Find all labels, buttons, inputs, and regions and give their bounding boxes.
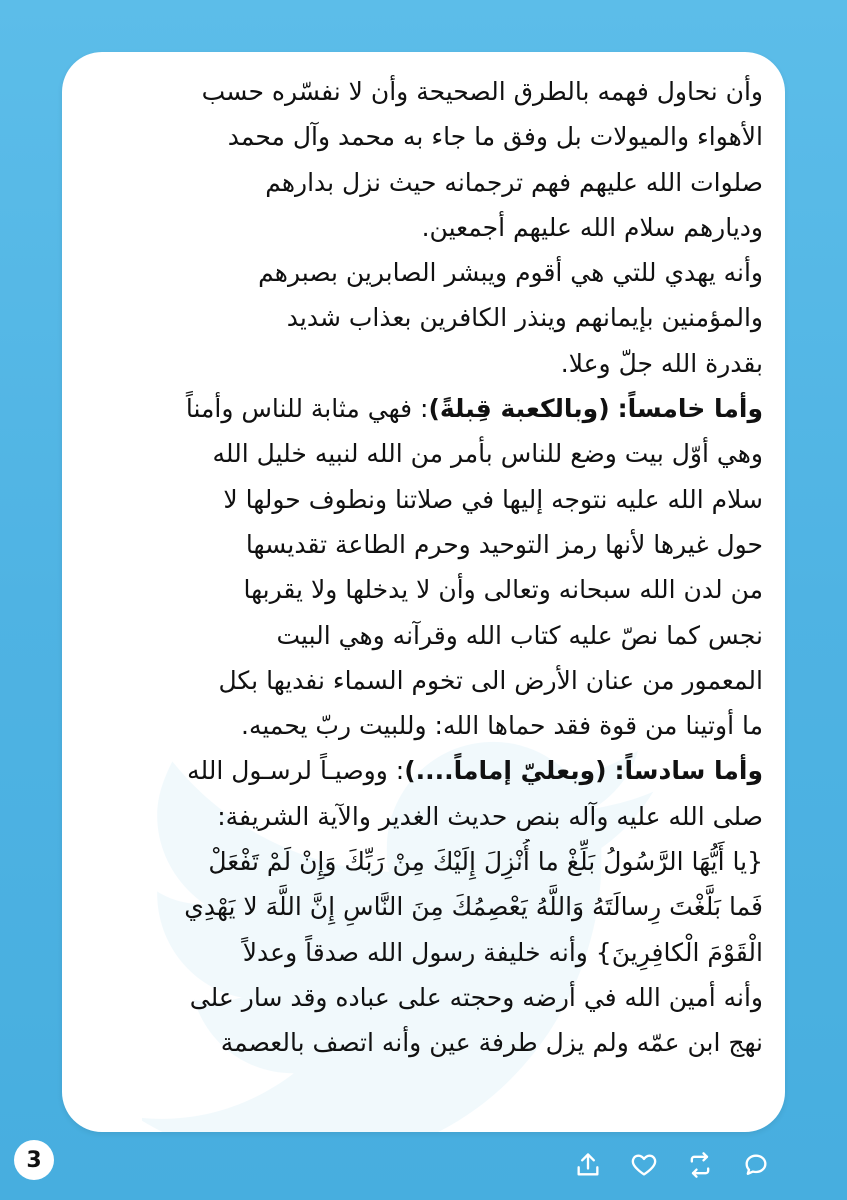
text-line: وديارهم سلام الله عليهم أجمعين. [421,212,763,242]
heart-icon [630,1151,658,1179]
like-button[interactable] [616,1148,672,1182]
text-line: وأنه يهدي للتي هي أقوم ويبشر الصابرين بصبرهم [258,258,763,288]
reply-button[interactable] [728,1148,784,1182]
text-line: من لدن الله سبحانه وتعالى وأن لا يدخلها ولا يقربها [243,575,763,605]
text-line: نجس كما نصّ عليه كتاب الله وقرآنه وهي البيت [276,620,763,650]
share-button[interactable] [560,1148,616,1182]
section-5-first-line [82,386,763,431]
text-line: صلى الله عليه وآله بنص حديث الغدير والآية الشريفة: [217,801,763,831]
reply-icon [742,1151,770,1179]
text-line: بقدرة الله جلّ وعلا. [560,348,763,378]
text-line: نهج ابن عمّه ولم يزل طرفة عين وأنه اتصف بالعصمة [220,1028,763,1058]
section-6-first-line [82,748,763,793]
text-line: ما أوتينا من قوة فقد حماها الله: وللبيت ربّ يحميه. [241,711,763,741]
content-card [62,52,785,1132]
section-5-heading: وأما خامساً: [617,394,763,424]
text-line: صلوات الله عليهم فهم ترجمانه حيث نزل بدارهم [265,167,763,197]
text-line: وأنه أمين الله في أرضه وحجته على عباده وقد سار على [189,982,763,1012]
page-number-badge: 3 [14,1140,54,1180]
article-text [82,69,763,1066]
text-line: والمؤمنين بإيمانهم وينذر الكافرين بعذاب شديد [286,303,763,333]
text-line: الأهواء والميولات بل وفق ما جاء به محمد وآل محمد [227,122,763,152]
text-line: وهي أوّل بيت وضع للناس بأمر من الله لنبيه خليل الله [212,439,763,469]
retweet-icon [686,1151,714,1179]
section-6-heading: وأما سادساً: [614,756,763,786]
retweet-button[interactable] [672,1148,728,1182]
section-5-quote: (وبالكعبة قِبلةً) [428,394,610,424]
section-5-line-rest: : فهي مثابة للناس وأمناً [185,394,429,424]
tweet-actions-bar [560,1148,784,1182]
share-icon [574,1151,602,1179]
text-line: وأن نحاول فهمه بالطرق الصحيحة وأن لا نفسّره حسب [201,77,763,106]
section-6-quote: (وبعليّ إماماً....) [404,756,607,786]
text-line: سلام الله عليه نتوجه إليها في صلاتنا ونطوف حولها لا [223,484,763,514]
text-line: فَما بَلَّغْتَ رِسالَتَهُ وَاللَّهُ يَعْصِمُكَ مِنَ النَّاسِ إِنَّ اللَّهَ لا يَهْدِي [184,892,763,922]
text-line: حول غيرها لأنها رمز التوحيد وحرم الطاعة تقديسها [245,529,763,559]
section-6-line-rest: : ووصيـاً لرسـول الله [187,756,405,786]
text-line: المعمور من عنان الأرض الى تخوم السماء نفديها بكل [218,665,763,695]
text-line: الْقَوْمَ الْكافِرِينَ} وأنه خليفة رسول الله صدقاً وعدلاً [242,937,763,967]
text-line: {يا أَيُّهَا الرَّسُولُ بَلِّغْ ما أُنْزِلَ إِلَيْكَ مِنْ رَبِّكَ وَإِنْ لَمْ تَفْعَلْ [208,847,763,877]
